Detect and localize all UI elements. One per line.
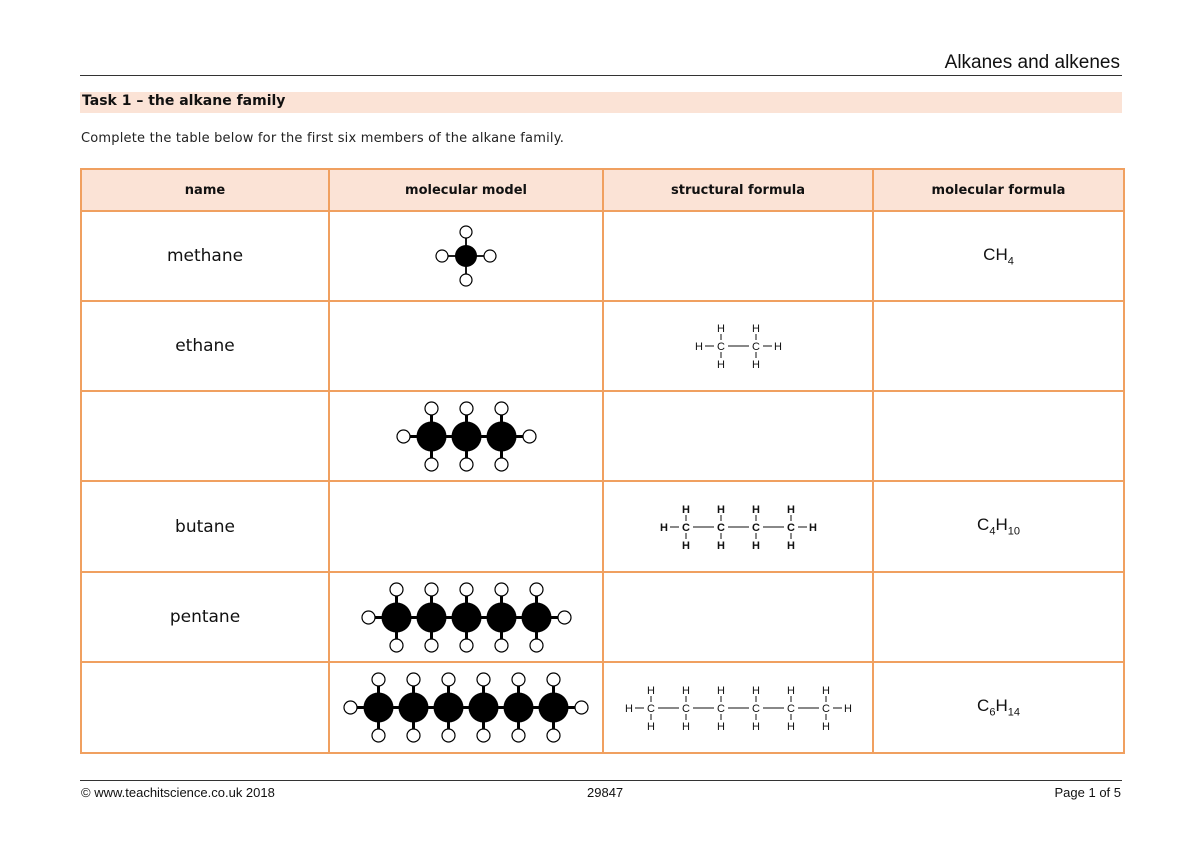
hydrogen-label: H: [716, 323, 725, 335]
formula-hydrogen-count: 14: [1007, 706, 1020, 719]
hydrogen-atom: [362, 611, 375, 624]
footer-page-number: Page 1 of 5: [1054, 785, 1121, 800]
hydrogen-label: H: [751, 503, 760, 516]
hydrogen-label: H: [716, 720, 725, 733]
carbon-label: C: [716, 702, 725, 715]
hydrogen-atom: [530, 639, 543, 652]
hydrogen-label: H: [646, 684, 655, 697]
hydrogen-atom: [425, 639, 438, 652]
hydrogen-atom: [425, 583, 438, 596]
hydrogen-atom: [436, 250, 448, 262]
hydrogen-atom: [495, 639, 508, 652]
hydrogen-atom: [344, 701, 357, 714]
hydrogen-label: H: [716, 539, 725, 552]
hydrogen-label: H: [694, 341, 703, 353]
table-row: [81, 391, 1124, 481]
formula-hydrogen-symbol: H: [995, 515, 1008, 535]
hydrogen-label: H: [716, 684, 725, 697]
formula-carbon-count: 6: [989, 706, 996, 719]
structural-formula-diagram: [621, 680, 856, 736]
hydrogen-label: H: [821, 684, 830, 697]
table-row: [81, 572, 1124, 662]
carbon-label: C: [681, 702, 690, 715]
molecular-model-diagram: [340, 669, 592, 746]
formula-carbon-symbol: C: [983, 244, 996, 264]
carbon-atom: [364, 693, 394, 723]
cell-molecular-model: [329, 211, 603, 301]
hydrogen-atom: [495, 583, 508, 596]
hydrogen-atom: [512, 673, 525, 686]
carbon-atom: [451, 421, 481, 451]
hydrogen-atom: [495, 402, 508, 415]
hydrogen-label: H: [716, 503, 725, 516]
carbon-label: C: [716, 341, 725, 353]
hydrogen-atom: [512, 729, 525, 742]
hydrogen-atom: [372, 673, 385, 686]
cell-structural-formula: [603, 301, 873, 391]
hydrogen-label: H: [681, 684, 690, 697]
hydrogen-atom: [547, 673, 560, 686]
hydrogen-atom: [530, 583, 543, 596]
carbon-atom: [399, 693, 429, 723]
formula-hydrogen-symbol: H: [995, 244, 1008, 264]
hydrogen-label: H: [751, 323, 760, 335]
hydrogen-atom: [372, 729, 385, 742]
hydrogen-label: H: [624, 702, 633, 715]
table-row: [81, 481, 1124, 572]
molecular-model-diagram: [432, 222, 500, 290]
cell-name: pentane: [81, 572, 329, 662]
hydrogen-label: H: [659, 521, 668, 534]
column-header-name: name: [81, 169, 329, 211]
hydrogen-atom: [390, 583, 403, 596]
formula-carbon-symbol: C: [977, 515, 990, 535]
hydrogen-atom: [460, 274, 472, 286]
carbon-atom: [539, 693, 569, 723]
task-title: Task 1 – the alkane family: [82, 93, 286, 109]
cell-structural-formula: [603, 211, 873, 301]
hydrogen-atom: [425, 402, 438, 415]
cell-molecular-formula: [873, 391, 1124, 481]
carbon-label: C: [751, 702, 760, 715]
hydrogen-atom: [575, 701, 588, 714]
hydrogen-label: H: [646, 720, 655, 733]
formula-carbon-symbol: C: [977, 696, 990, 716]
carbon-atom: [455, 245, 477, 267]
carbon-label: C: [751, 341, 760, 353]
column-header-structural-formula: structural formula: [603, 169, 873, 211]
column-header-molecular-model: molecular model: [329, 169, 603, 211]
carbon-atom: [504, 693, 534, 723]
hydrogen-atom: [477, 673, 490, 686]
carbon-atom: [486, 421, 516, 451]
hydrogen-label: H: [786, 684, 795, 697]
column-header-molecular-formula: molecular formula: [873, 169, 1124, 211]
hydrogen-label: H: [808, 521, 817, 534]
structural-formula-diagram: [656, 499, 821, 555]
carbon-atom: [434, 693, 464, 723]
structural-formula-diagram: [691, 318, 786, 374]
hydrogen-label: H: [716, 359, 725, 371]
hydrogen-atom: [477, 729, 490, 742]
cell-molecular-model: [329, 481, 603, 572]
hydrogen-atom: [523, 430, 536, 443]
hydrogen-atom: [407, 729, 420, 742]
hydrogen-atom: [442, 729, 455, 742]
table-row: [81, 211, 1124, 301]
cell-molecular-formula: [873, 662, 1124, 753]
cell-name: [81, 391, 329, 481]
hydrogen-label: H: [751, 684, 760, 697]
cell-molecular-model: [329, 572, 603, 662]
molecular-model-diagram: [358, 579, 575, 656]
cell-molecular-formula: [873, 211, 1124, 301]
hydrogen-label: H: [751, 720, 760, 733]
carbon-label: C: [646, 702, 655, 715]
cell-name: butane: [81, 481, 329, 572]
hydrogen-label: H: [773, 341, 782, 353]
hydrogen-atom: [547, 729, 560, 742]
cell-molecular-model: [329, 301, 603, 391]
cell-molecular-formula: [873, 301, 1124, 391]
table-row: [81, 301, 1124, 391]
cell-molecular-formula: [873, 481, 1124, 572]
carbon-label: C: [786, 702, 795, 715]
task-heading-bar: [80, 92, 1122, 113]
alkane-table: [80, 168, 1125, 754]
carbon-atom: [416, 602, 446, 632]
hydrogen-label: H: [681, 539, 690, 552]
cell-name: methane: [81, 211, 329, 301]
hydrogen-label: H: [843, 702, 852, 715]
hydrogen-atom: [495, 458, 508, 471]
formula-carbon-count: 4: [989, 525, 996, 538]
carbon-atom: [486, 602, 516, 632]
cell-structural-formula: [603, 481, 873, 572]
molecular-model-diagram: [393, 398, 540, 475]
hydrogen-atom: [460, 458, 473, 471]
hydrogen-label: H: [751, 359, 760, 371]
cell-molecular-model: [329, 391, 603, 481]
hydrogen-label: H: [681, 720, 690, 733]
hydrogen-atom: [460, 583, 473, 596]
hydrogen-atom: [460, 402, 473, 415]
hydrogen-label: H: [786, 720, 795, 733]
carbon-label: C: [751, 521, 760, 534]
formula-hydrogen-symbol: H: [995, 696, 1008, 716]
formula-hydrogen-count: 10: [1007, 525, 1020, 538]
cell-structural-formula: [603, 572, 873, 662]
task-instructions: Complete the table below for the first six members of the alkane family.: [81, 131, 565, 146]
table-header-row: [81, 169, 1124, 211]
table-body: [81, 211, 1124, 753]
carbon-atom: [521, 602, 551, 632]
hydrogen-atom: [460, 226, 472, 238]
hydrogen-label: H: [751, 539, 760, 552]
table-row: [81, 662, 1124, 753]
carbon-atom: [381, 602, 411, 632]
hydrogen-label: H: [821, 720, 830, 733]
carbon-atom: [416, 421, 446, 451]
carbon-atom: [469, 693, 499, 723]
hydrogen-atom: [425, 458, 438, 471]
hydrogen-atom: [407, 673, 420, 686]
header-divider: [80, 75, 1122, 76]
cell-name: ethane: [81, 301, 329, 391]
hydrogen-atom: [484, 250, 496, 262]
cell-molecular-model: [329, 662, 603, 753]
cell-structural-formula: [603, 391, 873, 481]
carbon-label: C: [716, 521, 725, 534]
cell-name: [81, 662, 329, 753]
cell-structural-formula: [603, 662, 873, 753]
hydrogen-atom: [558, 611, 571, 624]
hydrogen-atom: [390, 639, 403, 652]
footer-code: 29847: [587, 785, 624, 800]
document-title: Alkanes and alkenes: [944, 52, 1120, 73]
hydrogen-atom: [397, 430, 410, 443]
hydrogen-atom: [460, 639, 473, 652]
carbon-label: C: [786, 521, 795, 534]
hydrogen-atom: [442, 673, 455, 686]
cell-molecular-formula: [873, 572, 1124, 662]
footer-copyright: © www.teachitscience.co.uk 2018: [81, 785, 275, 800]
footer-divider: [80, 780, 1122, 781]
hydrogen-label: H: [786, 503, 795, 516]
carbon-label: C: [821, 702, 830, 715]
hydrogen-label: H: [786, 539, 795, 552]
formula-hydrogen-count: 4: [1007, 255, 1014, 268]
hydrogen-label: H: [681, 503, 690, 516]
carbon-atom: [451, 602, 481, 632]
carbon-label: C: [681, 521, 690, 534]
